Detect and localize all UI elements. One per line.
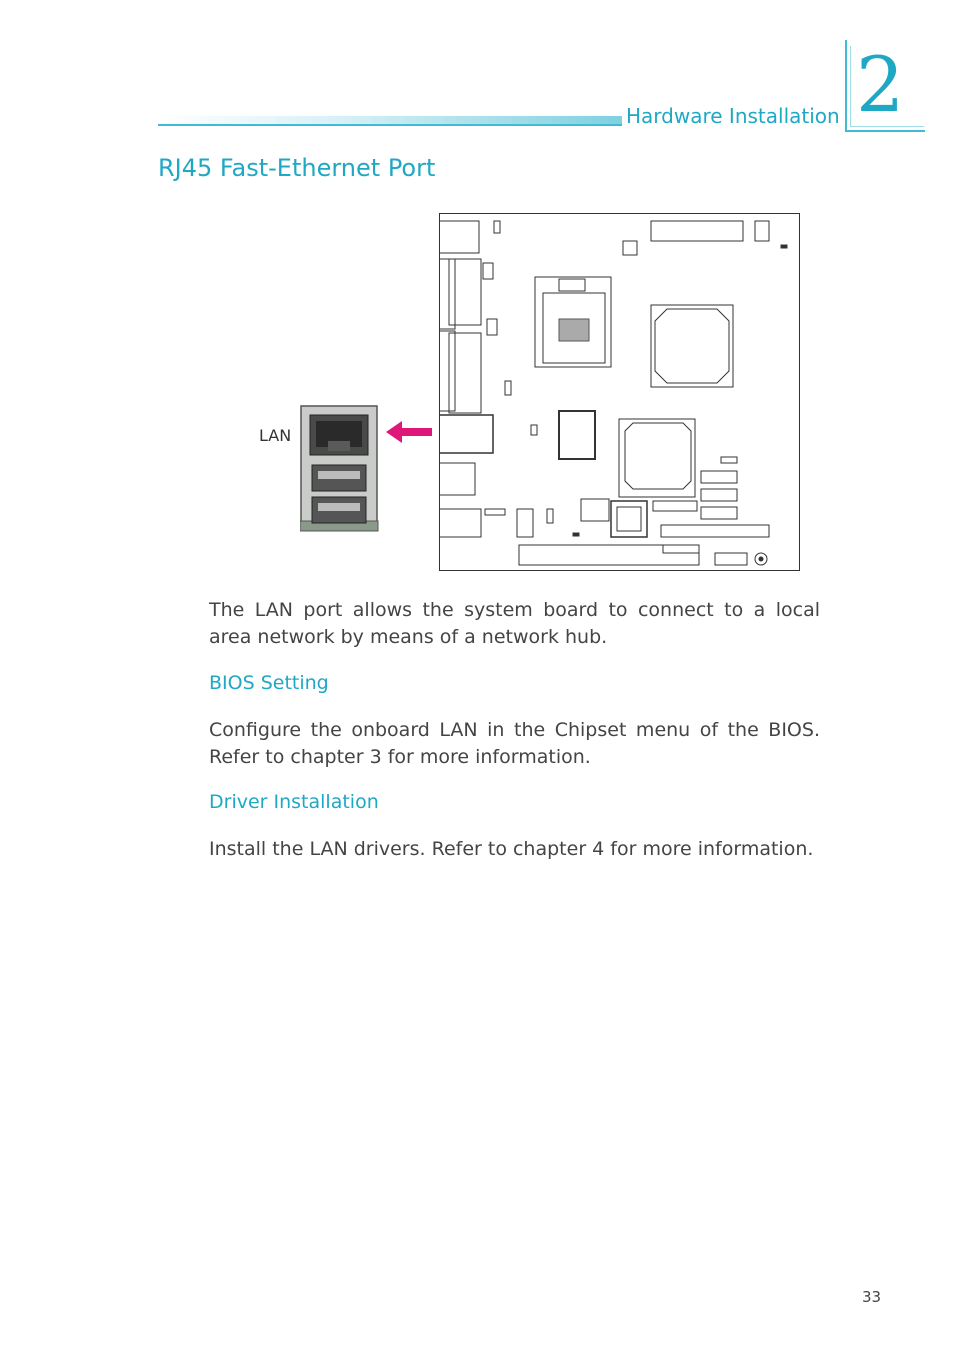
pointer-arrow-icon bbox=[386, 421, 432, 443]
chapter-number: 2 bbox=[856, 40, 905, 129]
driver-installation-heading: Driver Installation bbox=[209, 791, 379, 813]
page-number: 33 bbox=[862, 1288, 882, 1306]
header-rule bbox=[158, 124, 622, 126]
intro-paragraph: The LAN port allows the system board to connect to a local area network by means of a network hub. bbox=[209, 599, 820, 648]
lan-callout-label: LAN bbox=[259, 426, 292, 445]
section-title: RJ45 Fast-Ethernet Port bbox=[158, 154, 436, 182]
board-components bbox=[439, 213, 800, 571]
driver-installation-paragraph: Install the LAN drivers. Refer to chapter 4 for more information. bbox=[209, 838, 814, 860]
bios-setting-paragraph: Configure the onboard LAN in the Chipset menu of the BIOS. Refer to chapter 3 for more information. bbox=[209, 719, 820, 768]
bios-setting-heading: BIOS Setting bbox=[209, 672, 329, 694]
lan-usb-port-stack bbox=[300, 405, 380, 533]
chapter-section-label: Hardware Installation bbox=[626, 104, 840, 128]
